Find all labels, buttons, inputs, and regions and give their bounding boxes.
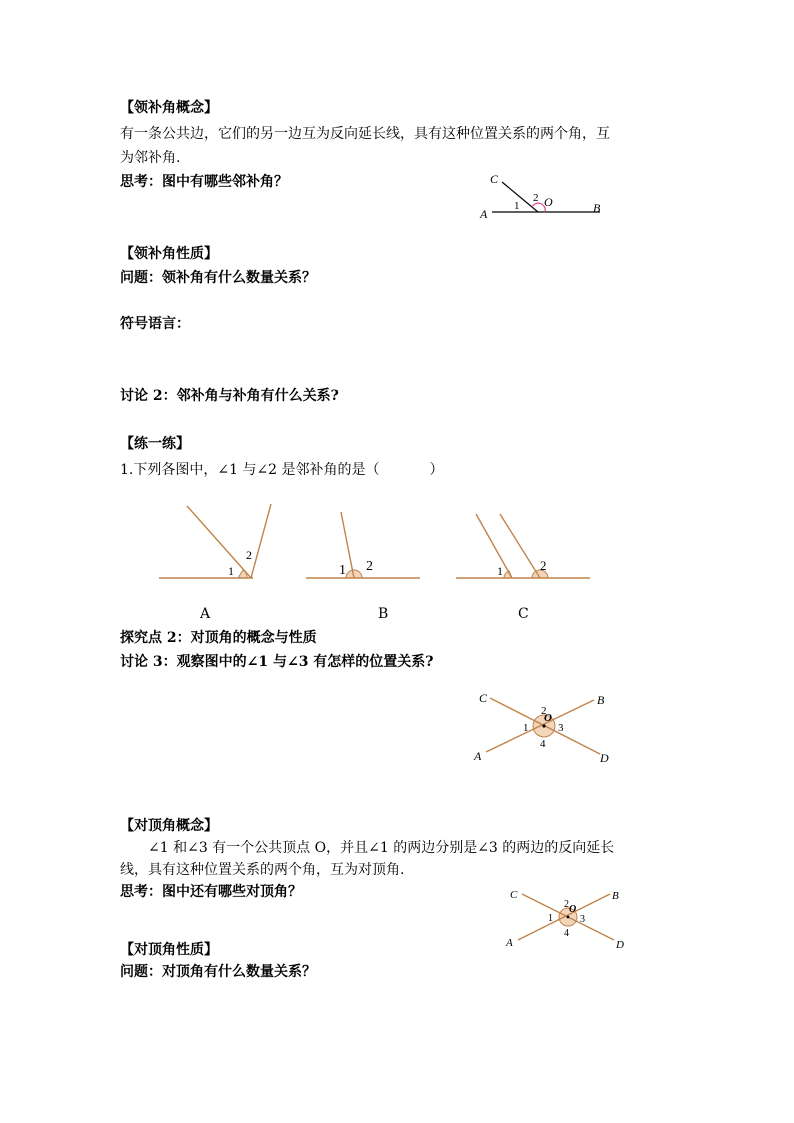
practice-question-text: 1.下列各图中，∠1 与∠2 是邻补角的是（ (120, 462, 380, 478)
angle-label-2-2: 2 (564, 899, 569, 910)
option-a-ray-1 (187, 506, 251, 578)
adjacent-concept-line1: 有一条公共边，它们的另一边互为反向延长线，具有这种位置关系的两个角，互 (120, 126, 610, 142)
option-a-label-2: 2 (246, 548, 252, 562)
option-b-figure (302, 508, 422, 586)
label-b: B (593, 201, 601, 215)
adjacent-concept-line2: 为邻补角. (120, 150, 181, 166)
heading-practice: 【练一练】 (120, 436, 190, 452)
label-d: D (600, 751, 609, 765)
option-a-label: A (200, 606, 211, 622)
angle-label-2: 2 (533, 192, 539, 204)
adjacent-angle-figure (470, 168, 610, 224)
label-a-2: A (506, 937, 513, 949)
option-c-label-1: 1 (497, 564, 503, 578)
option-b-label-1: 1 (339, 563, 346, 578)
label-c: C (479, 691, 488, 705)
angle-label-2: 2 (541, 705, 547, 717)
angle-label-3: 3 (558, 722, 564, 734)
option-c-label-2: 2 (540, 558, 547, 573)
option-a-label-1: 1 (228, 564, 234, 578)
point-o-2 (567, 916, 570, 919)
option-c-label: C (518, 606, 529, 622)
label-o: O (544, 195, 553, 209)
vertical-property-question: 问题：对顶角有什么数量关系？ (120, 964, 316, 980)
label-c: C (490, 172, 499, 186)
label-a: A (474, 749, 482, 763)
label-o: O (544, 712, 552, 724)
option-b-label-2: 2 (366, 559, 373, 574)
explore-point-2: 探究点 2：对顶角的概念与性质 (120, 630, 317, 646)
heading-vertical-property: 【对顶角性质】 (120, 942, 218, 958)
angle-label-4: 4 (540, 738, 546, 750)
vertical-concept-line2: 线，具有这种位置关系的两个角，互为对顶角. (120, 862, 405, 878)
practice-question-close: ） (429, 462, 444, 478)
vertical-think: 思考：图中还有哪些对顶角？ (120, 884, 302, 900)
label-c-2: C (510, 889, 518, 901)
heading-adjacent-concept: 【领补角概念】 (120, 100, 218, 116)
option-a-ray-2 (251, 504, 271, 578)
option-b-label: B (378, 606, 389, 622)
option-a-figure (155, 500, 280, 585)
label-b: B (597, 693, 605, 707)
discussion-3-text: 讨论 3：观察图中的∠1 与∠3 有怎样的位置关系? (120, 654, 434, 670)
angle-label-1-2: 1 (548, 913, 553, 924)
label-o-2: O (569, 904, 577, 915)
vertical-angle-figure-2 (502, 882, 632, 952)
heading-vertical-concept: 【对顶角概念】 (120, 818, 218, 834)
label-a: A (480, 207, 488, 221)
practice-question-1 (120, 460, 444, 480)
label-d-2: D (616, 939, 624, 951)
angle-label-1: 1 (523, 722, 529, 734)
discussion-2: 讨论 2：邻补角与补角有什么关系? (120, 388, 339, 404)
adjacent-think: 思考：图中有哪些邻补角？ (120, 174, 288, 190)
angle-label-4-2: 4 (564, 928, 569, 939)
heading-adjacent-property: 【领补角性质】 (120, 246, 218, 262)
option-c-figure (452, 510, 592, 586)
angle-label-3-2: 3 (580, 914, 585, 925)
adjacent-property-question: 问题：领补角有什么数量关系？ (120, 270, 316, 286)
discussion-3 (120, 652, 434, 672)
vertical-angle-figure-1 (468, 686, 618, 766)
label-b-2: B (612, 890, 619, 902)
angle-label-1: 1 (514, 200, 520, 212)
vertical-concept-line1: ∠1 和∠3 有一个公共顶点 O，并且∠1 的两边分别是∠3 的两边的反向延长 (148, 840, 615, 856)
symbol-language: 符号语言： (120, 316, 190, 332)
point-o (542, 724, 545, 727)
